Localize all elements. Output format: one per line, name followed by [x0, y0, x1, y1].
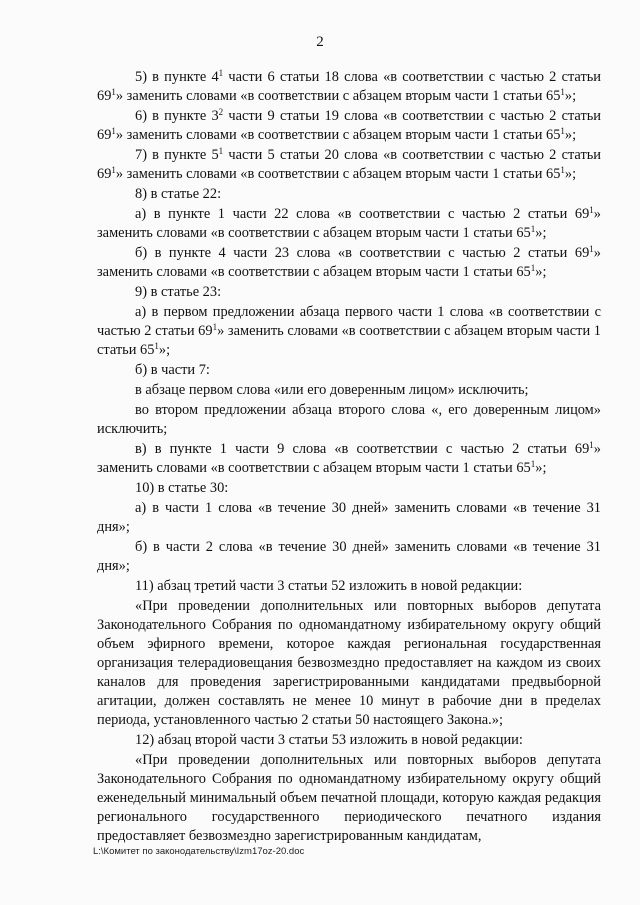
text-run: »;	[535, 225, 547, 241]
footer-file-path: L:\Комитет по законодательству\Izm17oz-20.doc	[93, 846, 305, 857]
paragraph	[97, 479, 601, 498]
paragraph	[97, 205, 601, 243]
paragraph	[97, 303, 601, 360]
text-run: части 5 статьи 20 слова «в соответствии с частью 2 статьи 69	[97, 147, 601, 182]
text-run: а) в пункте 1 части 22 слова «в соответствии с частью 2 статьи 69	[135, 206, 590, 222]
text-run: » заменить словами «в соответствии с абзацем вторым части 1 статьи 65	[97, 441, 601, 476]
text-run: б) в части 7:	[135, 362, 210, 378]
superscript: 1	[530, 224, 536, 234]
text-run: »;	[535, 460, 547, 476]
text-run: »;	[564, 88, 577, 104]
superscript: 1	[560, 165, 565, 175]
paragraph	[97, 538, 601, 576]
paragraph	[97, 68, 601, 106]
text-run: «При проведении дополнительных или повторных выборов депутата Законодательного Собрания по одномандатному избирательному округу общий объем эфирного времени, которое каждая региональная государственная организация телерадиовещания безвозмездно предоставляет на каждом из своих каналов для проведения зарегистрированными кандидатами предвыборной агитации, должен составлять не менее 10 минут в рабочие дни в пределах периода, установленного частью 2 статьи 50 настоящего Закона.»;	[97, 598, 601, 728]
superscript: 1	[111, 165, 116, 175]
text-run: »;	[535, 264, 547, 280]
paragraph	[97, 146, 601, 184]
superscript: 1	[212, 322, 218, 332]
text-run: 10) в статье 30:	[135, 480, 229, 496]
paragraph	[97, 107, 601, 145]
text-run: б) в пункте 4 части 23 слова «в соответствии с частью 2 статьи 69	[135, 245, 590, 261]
text-run: «При проведении дополнительных или повторных выборов депутата Законодательного Собрания по одномандатному избирательному округу общий еженедельный минимальный объем печатной площади, которую каждая редакция регионального государственного периодического печатного издания предоставляет безвозмездно зарегистрированным кандидатам,	[97, 752, 601, 844]
paragraph	[97, 440, 601, 478]
text-run: во втором предложении абзаца второго слова «, его доверенным лицом» исключить;	[97, 402, 601, 437]
text-run: б) в части 2 слова «в течение 30 дней» заменить словами «в течение 31 дня»;	[97, 539, 601, 574]
superscript: 1	[111, 126, 116, 136]
paragraph	[97, 499, 601, 537]
paragraph	[97, 361, 601, 380]
text-run: 8) в статье 22:	[135, 186, 222, 202]
page-number: 2	[316, 34, 324, 50]
text-run: »;	[564, 127, 577, 143]
text-run: » заменить словами «в соответствии с абзацем вторым части 1 статьи 65	[97, 245, 601, 280]
text-run: 11) абзац третий части 3 статьи 52 изложить в новой редакции:	[135, 578, 523, 594]
text-run: » заменить словами «в соответствии с абзацем вторым части 1 статьи 65	[97, 323, 601, 358]
text-run: 6) в пункте 3	[135, 108, 219, 124]
paragraph	[97, 577, 601, 596]
paragraph	[97, 751, 601, 846]
text-run: »;	[158, 342, 171, 358]
text-run: в абзаце первом слова «или его доверенным лицом» исключить;	[135, 382, 529, 398]
superscript: 1	[111, 87, 116, 97]
text-run: » заменить словами «в соответствии с абзацем вторым части 1 статьи 65	[115, 127, 561, 143]
paragraph	[97, 185, 601, 204]
superscript: 1	[560, 126, 565, 136]
text-run: » заменить словами «в соответствии с абзацем вторым части 1 статьи 65	[97, 206, 601, 241]
paragraph	[97, 244, 601, 282]
superscript: 1	[530, 263, 536, 273]
superscript: 1	[589, 205, 594, 215]
text-run: части 6 статьи 18 слова «в соответствии с частью 2 статьи 69	[97, 69, 601, 104]
text-run: 12) абзац второй части 3 статьи 53 изложить в новой редакции:	[135, 732, 523, 748]
text-run: » заменить словами «в соответствии с абзацем вторым части 1 статьи 65	[115, 88, 561, 104]
paragraph	[97, 731, 601, 750]
text-run: 7) в пункте 5	[135, 147, 219, 163]
superscript: 2	[218, 107, 224, 117]
superscript: 1	[218, 146, 224, 156]
paragraph	[97, 597, 601, 730]
text-run: а) в части 1 слова «в течение 30 дней» заменить словами «в течение 31 дня»;	[97, 500, 601, 535]
superscript: 1	[530, 459, 536, 469]
text-run: »;	[564, 166, 577, 182]
text-run: части 9 статьи 19 слова «в соответствии с частью 2 статьи 69	[97, 108, 601, 143]
text-run: в) в пункте 1 части 9 слова «в соответствии с частью 2 статьи 69	[135, 441, 590, 457]
superscript: 1	[589, 244, 594, 254]
superscript: 1	[560, 87, 565, 97]
document-body	[97, 68, 601, 846]
paragraph	[97, 401, 601, 439]
text-run: » заменить словами «в соответствии с абзацем вторым части 1 статьи 65	[115, 166, 561, 182]
superscript: 1	[589, 440, 594, 450]
text-run: 5) в пункте 4	[135, 69, 219, 85]
text-run: а) в первом предложении абзаца первого части 1 слова «в соответствии с частью 2 статьи 69	[97, 304, 601, 339]
paragraph	[97, 381, 601, 400]
paragraph	[97, 283, 601, 302]
text-run: 9) в статье 23:	[135, 284, 222, 300]
superscript: 1	[218, 68, 224, 78]
superscript: 1	[154, 341, 159, 351]
